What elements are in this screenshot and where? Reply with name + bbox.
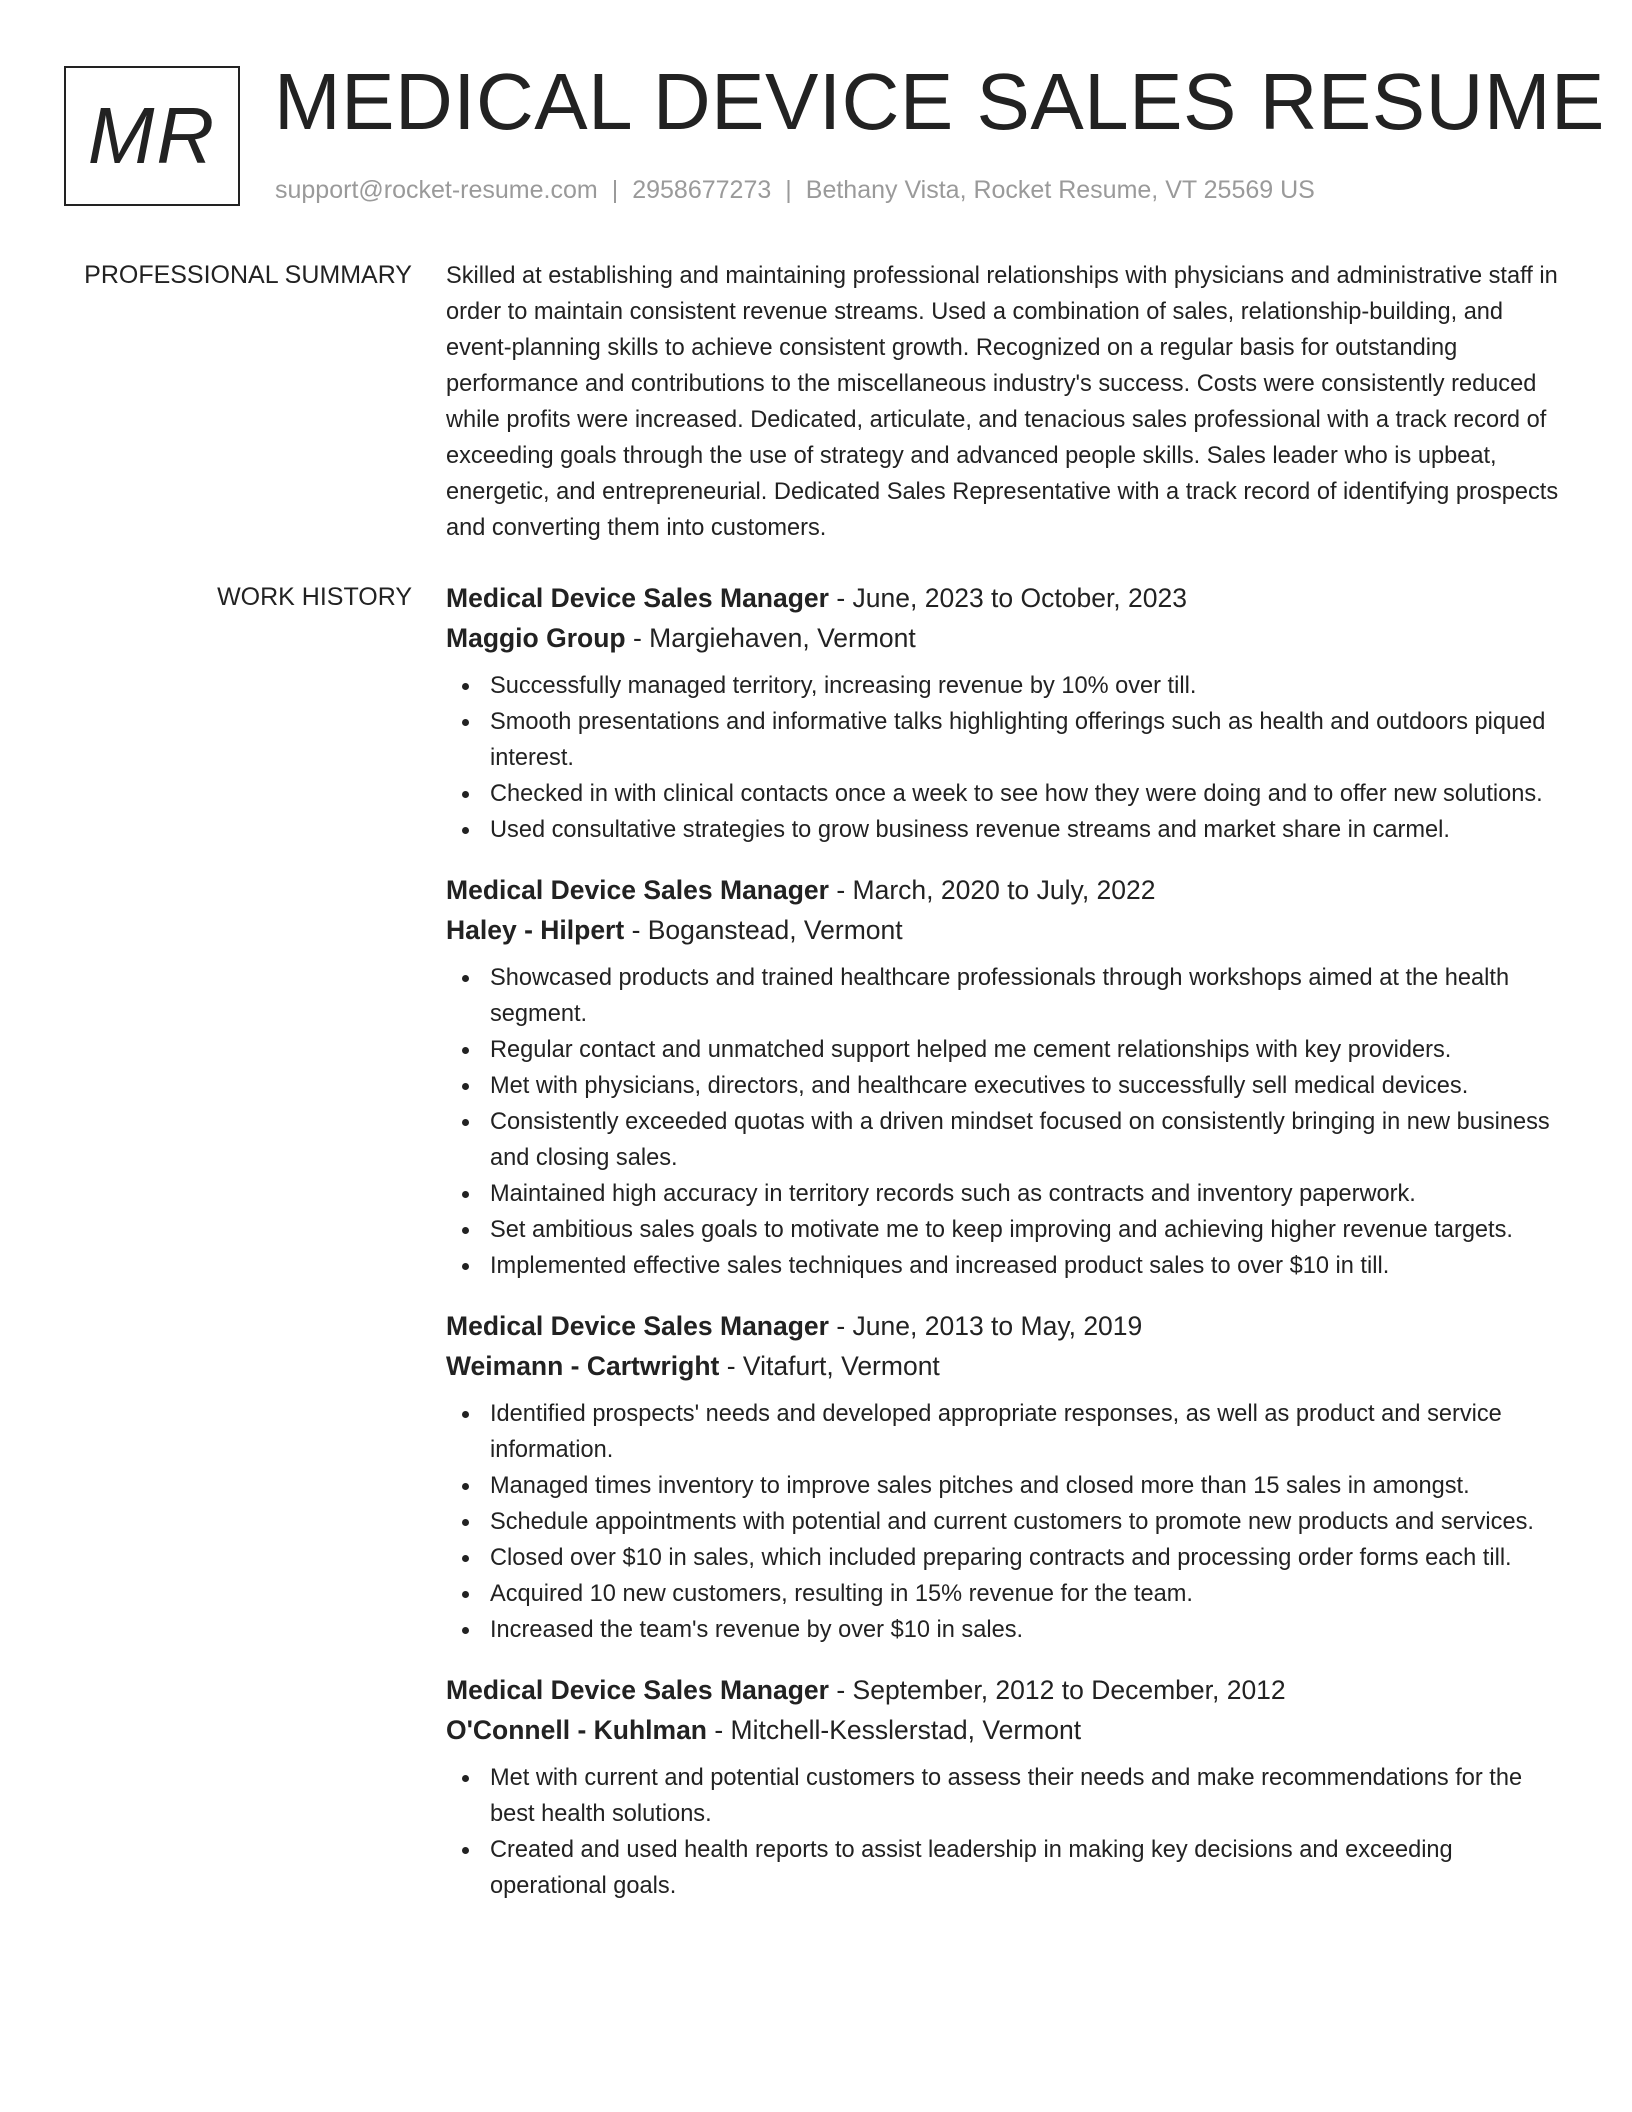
job-bullets bbox=[446, 1760, 1568, 1904]
job-bullet: Managed times inventory to improve sales pitches and closed more than 15 sales in amongst. bbox=[446, 1468, 1568, 1504]
work-history-heading: WORK HISTORY bbox=[217, 583, 412, 611]
contact-line bbox=[275, 173, 1315, 207]
job-company-line bbox=[446, 1710, 1568, 1750]
job-title: Medical Device Sales Manager bbox=[446, 1675, 829, 1705]
job-bullet: Consistently exceeded quotas with a driven mindset focused on consistently bringing in new business and closing sales. bbox=[446, 1104, 1568, 1176]
job-company-line bbox=[446, 910, 1568, 950]
job-bullet: Used consultative strategies to grow business revenue streams and market share in carmel. bbox=[446, 812, 1568, 848]
contact-email[interactable]: support@rocket-resume.com bbox=[275, 176, 598, 204]
job-title: Medical Device Sales Manager bbox=[446, 875, 829, 905]
job-bullet: Met with physicians, directors, and healthcare executives to successfully sell medical devices. bbox=[446, 1068, 1568, 1104]
job-entry bbox=[446, 578, 1568, 848]
job-bullet: Implemented effective sales techniques and increased product sales to over $10 in till. bbox=[446, 1248, 1568, 1284]
monogram-logo: MR bbox=[64, 66, 240, 206]
job-bullet: Smooth presentations and informative talks highlighting offerings such as health and outdoors piqued interest. bbox=[446, 704, 1568, 776]
professional-summary-heading: PROFESSIONAL SUMMARY bbox=[84, 261, 412, 289]
contact-phone[interactable]: 2958677273 bbox=[632, 176, 772, 204]
job-title: Medical Device Sales Manager bbox=[446, 1311, 829, 1341]
job-bullets bbox=[446, 668, 1568, 848]
job-bullets bbox=[446, 960, 1568, 1284]
contact-separator: | bbox=[785, 176, 792, 204]
job-company: Maggio Group bbox=[446, 623, 626, 653]
job-title: Medical Device Sales Manager bbox=[446, 583, 829, 613]
job-bullet: Set ambitious sales goals to motivate me to keep improving and achieving higher revenue targets. bbox=[446, 1212, 1568, 1248]
job-bullet: Schedule appointments with potential and current customers to promote new products and services. bbox=[446, 1504, 1568, 1540]
job-company: Weimann - Cartwright bbox=[446, 1351, 720, 1381]
job-bullet: Regular contact and unmatched support helped me cement relationships with key providers. bbox=[446, 1032, 1568, 1068]
job-bullet: Showcased products and trained healthcare professionals through workshops aimed at the health segment. bbox=[446, 960, 1568, 1032]
contact-separator: | bbox=[611, 176, 619, 204]
job-dates: - June, 2013 to May, 2019 bbox=[828, 1311, 1143, 1341]
job-bullet: Created and used health reports to assist leadership in making key decisions and exceeding operational goals. bbox=[446, 1832, 1568, 1904]
job-bullets bbox=[446, 1396, 1568, 1648]
job-bullet: Successfully managed territory, increasing revenue by 10% over till. bbox=[446, 668, 1568, 704]
job-company-line bbox=[446, 618, 1568, 658]
job-location: - Boganstead, Vermont bbox=[624, 915, 903, 945]
job-company: Haley - Hilpert bbox=[446, 915, 625, 945]
job-entry bbox=[446, 1306, 1568, 1648]
job-title-line bbox=[446, 578, 1568, 618]
job-location: - Mitchell-Kesslerstad, Vermont bbox=[707, 1715, 1082, 1745]
job-dates: - March, 2020 to July, 2022 bbox=[828, 875, 1156, 905]
job-entry bbox=[446, 1670, 1568, 1904]
job-company: O'Connell - Kuhlman bbox=[446, 1715, 707, 1745]
job-bullet: Closed over $10 in sales, which included preparing contracts and processing order forms each till. bbox=[446, 1540, 1568, 1576]
job-location: - Vitafurt, Vermont bbox=[719, 1351, 940, 1381]
job-title-line bbox=[446, 870, 1568, 910]
professional-summary-text: Skilled at establishing and maintaining professional relationships with physicians and administrative staff in order to maintain consistent revenue streams. Used a combination of sales, relationship-building, and event-planning skills to achieve consistent growth. Recognized on a regular basis for outstanding performance and contributions to the miscellaneous industry's success. Costs were consistently reduced while profits were increased. Dedicated, articulate, and tenacious sales professional with a track record of exceeding goals through the use of strategy and advanced people skills. Sales leader who is upbeat, energetic, and entrepreneurial. Dedicated Sales Representative with a track record of identifying prospects and converting them into customers. bbox=[446, 263, 1559, 541]
job-location: - Margiehaven, Vermont bbox=[625, 623, 916, 653]
contact-address: Bethany Vista, Rocket Resume, VT 25569 US bbox=[805, 176, 1315, 204]
resume-title: MEDICAL DEVICE SALES RESUME bbox=[274, 57, 1605, 146]
job-bullet: Met with current and potential customers to assess their needs and make recommendations for the best health solutions. bbox=[446, 1760, 1568, 1832]
job-dates: - September, 2012 to December, 2012 bbox=[828, 1675, 1286, 1705]
job-bullet: Maintained high accuracy in territory records such as contracts and inventory paperwork. bbox=[446, 1176, 1568, 1212]
job-bullet: Increased the team's revenue by over $10 in sales. bbox=[446, 1612, 1568, 1648]
job-title-line bbox=[446, 1306, 1568, 1346]
job-bullet: Identified prospects' needs and developed appropriate responses, as well as product and service information. bbox=[446, 1396, 1568, 1468]
job-entry bbox=[446, 870, 1568, 1284]
job-bullet: Checked in with clinical contacts once a week to see how they were doing and to offer new solutions. bbox=[446, 776, 1568, 812]
job-company-line bbox=[446, 1346, 1568, 1386]
job-bullet: Acquired 10 new customers, resulting in 15% revenue for the team. bbox=[446, 1576, 1568, 1612]
job-dates: - June, 2023 to October, 2023 bbox=[828, 583, 1187, 613]
job-title-line bbox=[446, 1670, 1568, 1710]
work-history-section bbox=[446, 578, 1568, 1926]
